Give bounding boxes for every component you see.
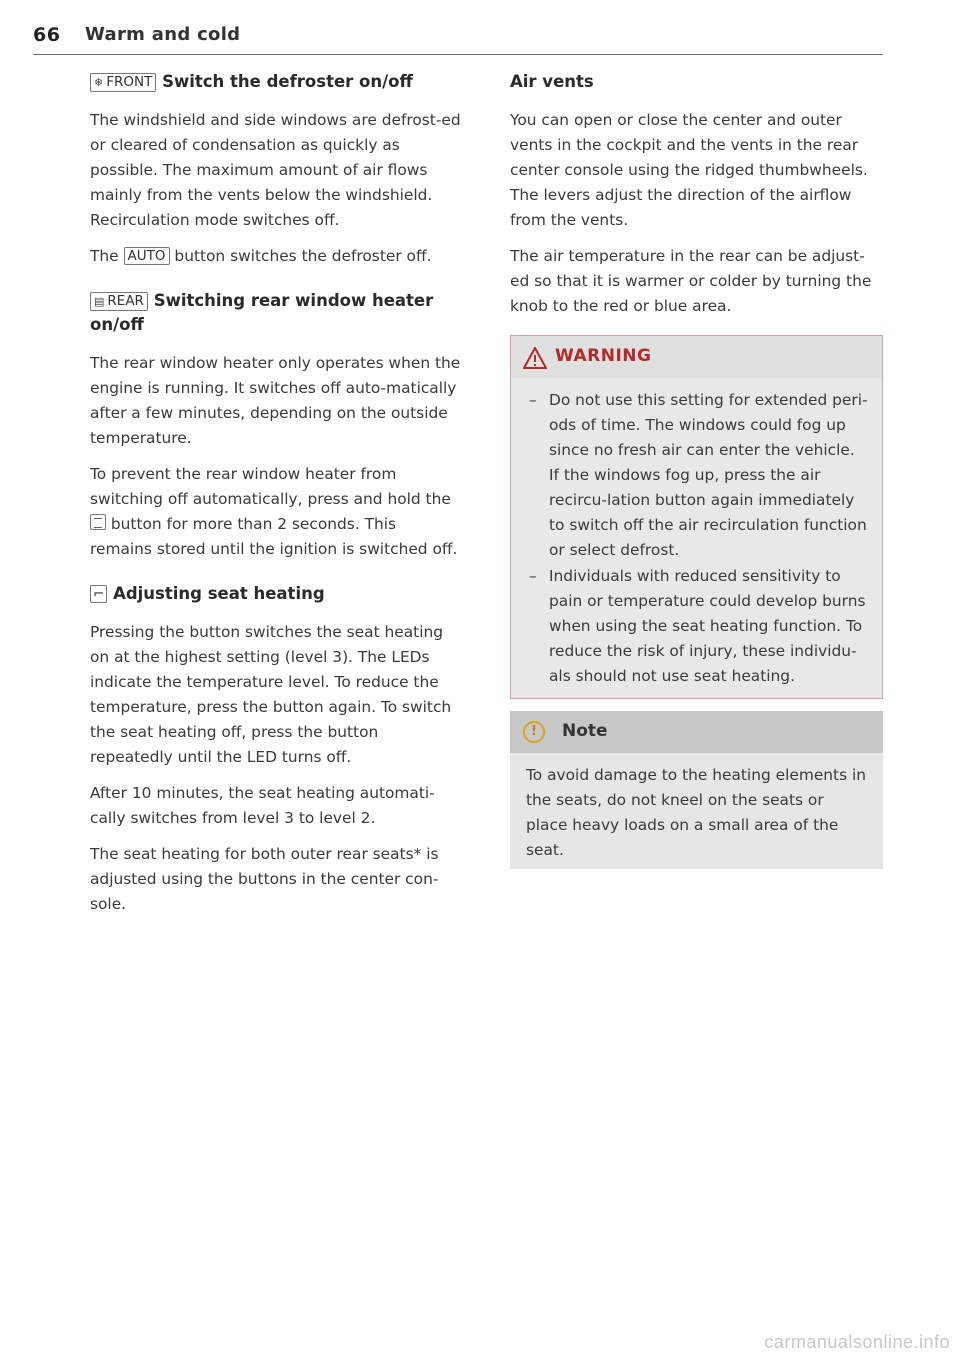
seat-heating-heading [90, 582, 462, 606]
rear-heater-paragraph-1: The rear window heater only operates when the engine is running. It switches off auto-matically after a few minutes, depending on the outside temperature. [90, 354, 461, 447]
defroster-paragraph: The windshield and side windows are defrost-ed or cleared of condensation as quickly as possible. The maximum amount of air flows mainly from the vents below the windshield. Recirculation mode switches off. [90, 111, 461, 229]
note-info-icon: ! [523, 721, 545, 743]
note-text: To avoid damage to the heating elements in the seats, do not kneel on the seats or place heavy loads on a small area of the seat. [526, 766, 867, 859]
rear-heater-paragraph-2: To prevent the rear window heater from switching off automatically, press and hold the button for more than 2 seconds. This remains stored until the ignition is switched off. [90, 465, 458, 558]
page-header [33, 24, 883, 55]
auto-key-badge: AUTO [124, 247, 170, 265]
note-body [510, 753, 883, 869]
seat-heating-paragraph-3: The seat heating for both outer rear seats* is adjusted using the buttons in the center con-sole. [90, 845, 439, 913]
air-vents-paragraph-1: You can open or close the center and outer vents in the cockpit and the vents in the rear center console using the ridged thumbwheels. The levers adjust the direction of the airflow from the vents. [510, 111, 868, 229]
seat-heating-icon: ⌐ [90, 585, 107, 603]
defroster-heading-text: Switch the defroster on/off [162, 72, 413, 91]
defroster-heading [90, 70, 462, 94]
front-key-badge: ❄ FRONT [90, 73, 156, 92]
note-box [510, 711, 883, 869]
seat-heating-heading-text: Adjusting seat heating [113, 584, 325, 603]
note-header [510, 711, 883, 753]
warning-label: WARNING [555, 346, 652, 366]
watermark-logo: carmanualsonline.info [764, 1332, 950, 1352]
right-column [510, 70, 883, 869]
warning-body [510, 378, 883, 699]
rear-key-badge: ▤ REAR [90, 292, 148, 311]
section-title: Warm and cold [85, 24, 241, 45]
left-column [90, 70, 462, 928]
auto-paragraph: The AUTO button switches the defroster off. [90, 247, 432, 265]
rear-window-icon: ▤ [94, 295, 105, 308]
warning-triangle-icon [523, 347, 547, 369]
air-vents-heading: Air vents [510, 72, 594, 91]
warning-item-2: – Individuals with reduced sensitivity to pain or temperature could develop burns when using the seat heating function. To reduce the risk of injury, these individu-als should not use seat heating. [525, 564, 868, 689]
seat-heating-paragraph-2: After 10 minutes, the seat heating automati-cally switches from level 3 to level 2. [90, 784, 435, 827]
seat-heating-paragraph-1: Pressing the button switches the seat heating on at the highest setting (level 3). The LEDs indicate the temperature level. To reduce the temperature, press the button again. To switch the seat heating off, press the button repeatedly until the LED turns off. [90, 623, 452, 766]
rear-heater-heading-text: Switching rear window heater on/off [90, 291, 434, 334]
warning-item-1: – Do not use this setting for extended peri-ods of time. The windows could fog up since no fresh air can enter the vehicle. If the windows fog up, press the air recircu-lation button again immediately to switch off the air recirculation function or select defrost. [525, 388, 868, 563]
rear-heater-heading [90, 289, 462, 337]
warning-box [510, 335, 883, 699]
rear-window-heater-icon [90, 514, 106, 530]
defrost-icon: ❄ [94, 76, 104, 89]
air-vents-paragraph-2: The air temperature in the rear can be adjust-ed so that it is warmer or colder by turning the knob to the red or blue area. [510, 247, 872, 315]
warning-header [510, 335, 883, 378]
note-label: Note [562, 721, 608, 741]
page-number: 66 [33, 24, 61, 46]
